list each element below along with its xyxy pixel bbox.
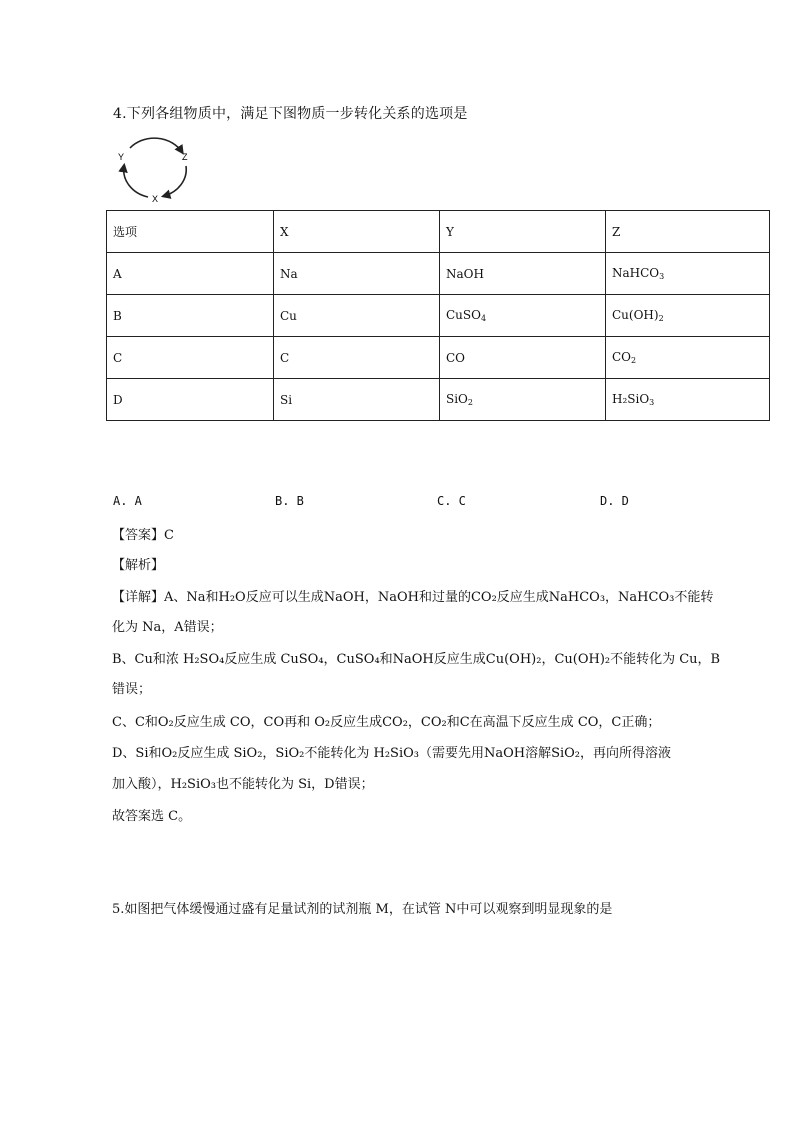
table-header-cell: Z [606,211,770,253]
detail-line: 【详解】A、Na和H₂O反应可以生成NaOH，NaOH和过量的CO₂反应生成NaHCO₃，NaHCO₃不能转 [112,590,714,605]
conversion-cycle-diagram [114,134,196,204]
question-5-title: 5.如图把气体缓慢通过盛有足量试剂的试剂瓶 M，在试管 N中可以观察到明显现象的是 [112,902,613,917]
table-cell [440,295,606,337]
table-header-cell: 选项 [107,211,274,253]
options-table [106,210,770,421]
formula-subscript: 3 [649,398,655,407]
table-cell: C [274,337,440,379]
formula-subscript: 4 [480,314,487,323]
choice-a: A. A [113,494,142,508]
formula-text: SiO [446,392,468,406]
question-4-title: 4.下列各组物质中，满足下图物质一步转化关系的选项是 [113,106,468,122]
table-cell [606,295,770,337]
detail-line: B、Cu和浓 H₂SO₄反应生成 CuSO₄，CuSO₄和NaOH反应生成Cu(OH)₂，Cu(OH)₂不能转化为 Cu，B [112,652,721,667]
table-cell [606,253,770,295]
choice-b: B. B [275,494,304,508]
table-header-cell: X [274,211,440,253]
answer-line: 【答案】C [112,528,174,543]
table-cell [440,379,606,421]
analysis-heading: 【解析】 [112,558,165,573]
detail-line: 错误； [112,682,152,697]
choice-c: C. C [437,494,466,508]
diagram-label-x: X [152,194,159,204]
formula-text: H₂SiO [612,392,650,406]
detail-line: C、C和O₂反应生成 CO，CO再和 O₂反应生成CO₂，CO₂和C在高温下反应生成 CO，C正确； [112,715,661,730]
table-header-cell: Y [440,211,606,253]
table-cell [606,337,770,379]
formula-subscript: 2 [467,398,473,407]
table-cell: A [107,253,274,295]
formula-text: Cu(OH) [612,308,659,322]
table-cell: NaOH [440,253,606,295]
table-row [107,295,770,337]
formula-text: NaHCO [612,266,660,280]
table-cell: D [107,379,274,421]
table-cell: C [107,337,274,379]
detail-line: 加入酸），H₂SiO₃也不能转化为 Si，D错误； [112,777,374,792]
table-cell: Na [274,253,440,295]
formula-subscript: 2 [658,314,664,323]
table-cell [606,379,770,421]
formula-text: CuSO [446,308,481,322]
formula-subscript: 2 [631,356,637,365]
table-row [107,253,770,295]
diagram-label-z: Z [182,152,188,162]
table-row [107,379,770,421]
diagram-label-y: Y [118,152,125,162]
formula-text: CO [612,350,632,364]
table-cell: Si [274,379,440,421]
formula-subscript: 3 [659,272,665,281]
table-header-row [107,211,770,253]
table-cell: B [107,295,274,337]
table-cell: CO [440,337,606,379]
table-cell: Cu [274,295,440,337]
detail-line: 化为 Na，A错误； [112,620,223,635]
detail-line: D、Si和O₂反应生成 SiO₂，SiO₂不能转化为 H₂SiO₃（需要先用NaOH溶解SiO₂，再向所得溶液 [112,746,672,761]
detail-line: 故答案选 C。 [112,809,192,824]
choice-d: D. D [600,494,629,508]
table-row [107,337,770,379]
